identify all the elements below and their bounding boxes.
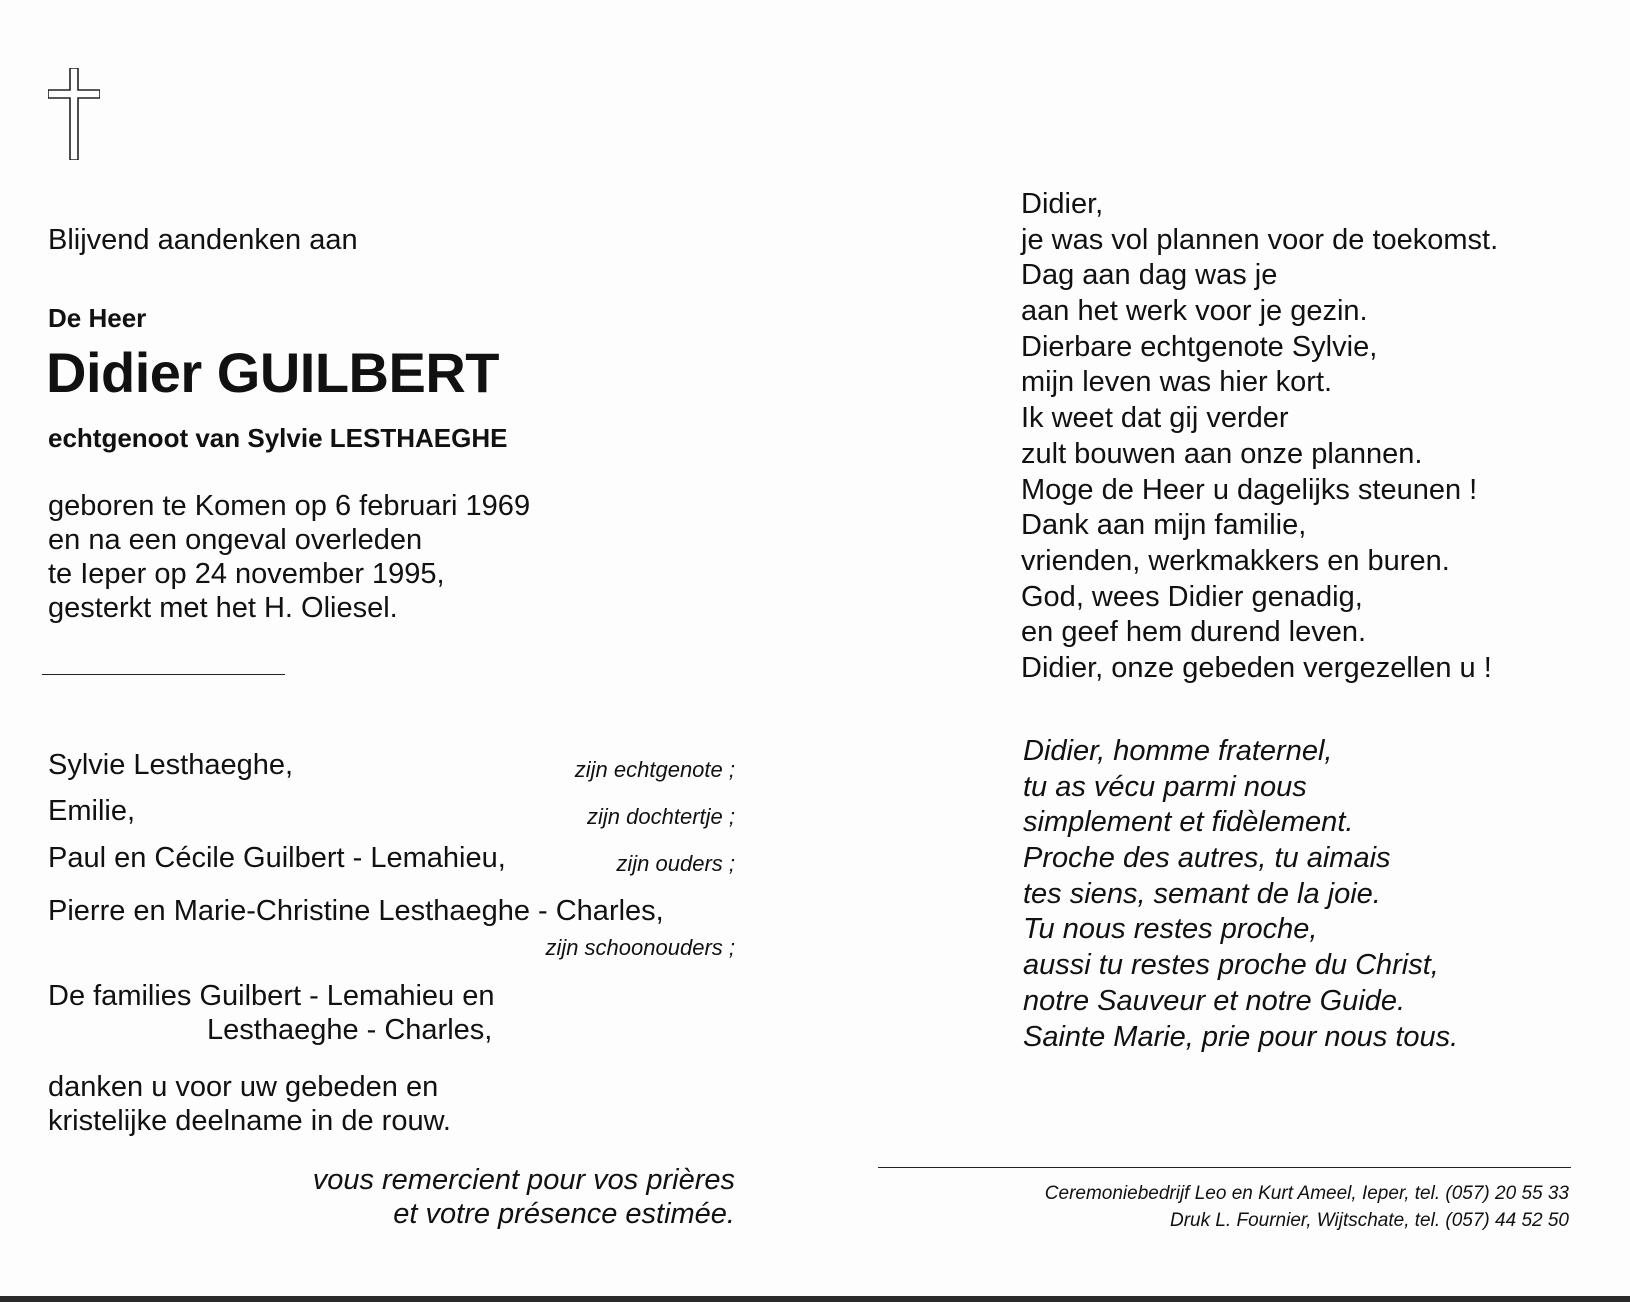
- poem-line: notre Sauveur et notre Guide.: [1023, 984, 1406, 1017]
- family-member-name: Paul en Cécile Guilbert - Lemahieu,: [48, 842, 506, 874]
- poem-line: Didier, homme fraternel,: [1023, 735, 1333, 767]
- biography: [48, 489, 530, 625]
- credit-line: Ceremoniebedrijf Leo en Kurt Ameel, Ieper, tel. (057) 20 55 33: [1044, 1183, 1569, 1204]
- poem-line: Dag aan dag was je: [1021, 259, 1278, 292]
- poem-line: Dierbare echtgenote Sylvie,: [1021, 330, 1378, 363]
- credit-line: Druk L. Fournier, Wijtschate, tel. (057) 44 52 50: [1169, 1210, 1569, 1231]
- deceased-name: Didier GUILBERT: [46, 341, 499, 404]
- thanks-line: kristelijke deelname in de rouw.: [48, 1105, 451, 1137]
- scan-edge: [0, 1296, 1630, 1302]
- poem-line: Ik weet dat gij verder: [1021, 402, 1289, 435]
- thanks-dutch: [48, 1070, 451, 1138]
- family-member-role: zijn ouders ;: [616, 851, 735, 876]
- bio-line: en na een ongeval overleden: [48, 524, 423, 556]
- poem-line: Proche des autres, tu aimais: [1023, 842, 1391, 875]
- poem-line: Didier, onze gebeden vergezellen u !: [1021, 651, 1492, 684]
- family-member-role: zijn schoonouders ;: [545, 935, 735, 960]
- poem-dutch: [1021, 187, 1498, 687]
- bio-line: geboren te Komen op 6 februari 1969: [48, 490, 531, 522]
- poem-line: tes siens, semant de la joie.: [1023, 877, 1381, 910]
- families-line: De families Guilbert - Lemahieu en: [48, 980, 495, 1012]
- divider: [42, 674, 285, 675]
- intro-text: Blijvend aandenken aan: [48, 224, 358, 256]
- thanks-line: danken u voor uw gebeden en: [48, 1071, 439, 1103]
- poem-line: Tu nous restes proche,: [1023, 913, 1318, 946]
- poem-line: Dank aan mijn familie,: [1021, 509, 1307, 542]
- thanks-french: [313, 1163, 735, 1231]
- printer-credits: [1045, 1180, 1569, 1234]
- poem-line: mijn leven was hier kort.: [1021, 366, 1333, 399]
- thanks-line: vous remercient pour vos prières: [312, 1164, 735, 1196]
- family-member-name: Emilie,: [48, 795, 136, 827]
- poem-line: God, wees Didier genadig,: [1021, 580, 1363, 613]
- poem-line: simplement et fidèlement.: [1023, 806, 1354, 839]
- bio-line: te Ieper op 24 november 1995,: [48, 558, 445, 590]
- spouse-line: echtgenoot van Sylvie LESTHAEGHE: [48, 423, 508, 453]
- poem-line: Moge de Heer u dagelijks steunen !: [1021, 473, 1478, 506]
- family-member-name: Pierre en Marie-Christine Lesthaeghe - Charles,: [48, 895, 664, 927]
- poem-line: zult bouwen aan onze plannen.: [1021, 437, 1423, 470]
- families-line: Lesthaeghe - Charles,: [207, 1014, 493, 1046]
- poem-line: tu as vécu parmi nous: [1023, 770, 1307, 803]
- divider: [878, 1167, 1571, 1168]
- poem-line: aussi tu restes proche du Christ,: [1023, 949, 1439, 982]
- poem-line: Didier,: [1021, 188, 1104, 220]
- poem-line: en geef hem durend leven.: [1021, 616, 1367, 649]
- cross-icon: [48, 68, 100, 160]
- poem-line: je was vol plannen voor de toekomst.: [1021, 223, 1499, 256]
- bio-line: gesterkt met het H. Oliesel.: [48, 592, 398, 624]
- poem-french: [1023, 734, 1458, 1055]
- family-member-role: zijn dochtertje ;: [587, 804, 735, 829]
- title-prefix: De Heer: [48, 303, 147, 333]
- poem-line: vrienden, werkmakkers en buren.: [1021, 544, 1450, 577]
- thanks-line: et votre présence estimée.: [393, 1198, 735, 1230]
- poem-line: Sainte Marie, prie pour nous tous.: [1023, 1020, 1459, 1053]
- family-member-role: zijn echtgenote ;: [574, 757, 735, 782]
- family-member-name: Sylvie Lesthaeghe,: [48, 749, 294, 781]
- poem-line: aan het werk voor je gezin.: [1021, 295, 1368, 328]
